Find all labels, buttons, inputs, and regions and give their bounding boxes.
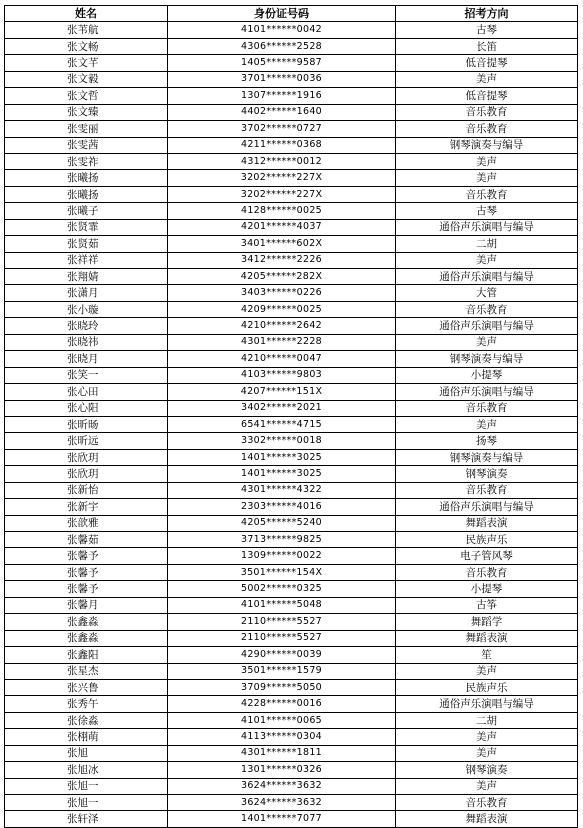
cell-name: 张小璇: [5, 301, 168, 317]
cell-id-number: 3624******3632: [168, 778, 396, 794]
cell-direction: 钢琴演奏: [396, 762, 578, 778]
cell-direction: 美声: [396, 153, 578, 169]
cell-name: 张文毅: [5, 71, 168, 87]
cell-name: 张徐淼: [5, 712, 168, 728]
cell-name: 张潇月: [5, 285, 168, 301]
cell-direction: 美声: [396, 745, 578, 761]
cell-direction: 美声: [396, 778, 578, 794]
cell-id-number: 3701******0036: [168, 71, 396, 87]
cell-name: 张馨予: [5, 564, 168, 580]
cell-direction: 古琴: [396, 203, 578, 219]
cell-name: 张兴鲁: [5, 679, 168, 695]
cell-name: 张星杰: [5, 663, 168, 679]
cell-name: 张鑫淼: [5, 614, 168, 630]
cell-id-number: 2303******4016: [168, 499, 396, 515]
table-row: [5, 367, 578, 383]
cell-name: 张曦扬: [5, 170, 168, 186]
cell-id-number: 4301******1811: [168, 745, 396, 761]
cell-direction: 通俗声乐演唱与编导: [396, 219, 578, 235]
cell-id-number: 3302******0018: [168, 433, 396, 449]
cell-id-number: 4301******4322: [168, 482, 396, 498]
cell-id-number: 4205******5240: [168, 515, 396, 531]
cell-name: 张栩萌: [5, 729, 168, 745]
header-direction: 招考方向: [396, 6, 578, 22]
cell-id-number: 3202******227X: [168, 170, 396, 186]
table-row: [5, 137, 578, 153]
cell-direction: 舞蹈表演: [396, 811, 578, 827]
table-row: [5, 153, 578, 169]
cell-direction: 通俗声乐演唱与编导: [396, 384, 578, 400]
table-row: [5, 104, 578, 120]
cell-name: 张新宇: [5, 499, 168, 515]
table-row: [5, 384, 578, 400]
cell-direction: 美声: [396, 252, 578, 268]
cell-direction: 笙: [396, 647, 578, 663]
table-row: [5, 564, 578, 580]
table-row: [5, 203, 578, 219]
table-row: [5, 186, 578, 202]
table-row: [5, 499, 578, 515]
cell-direction: 美声: [396, 170, 578, 186]
cell-direction: 音乐教育: [396, 795, 578, 811]
cell-direction: 低音提琴: [396, 88, 578, 104]
cell-direction: 通俗声乐演唱与编导: [396, 499, 578, 515]
cell-id-number: 1307******1916: [168, 88, 396, 104]
cell-id-number: 3202******227X: [168, 186, 396, 202]
cell-name: 张文畅: [5, 38, 168, 54]
table-row: [5, 762, 578, 778]
table-row: [5, 285, 578, 301]
cell-name: 张贤茹: [5, 236, 168, 252]
table-row: [5, 647, 578, 663]
cell-id-number: 4290******0039: [168, 647, 396, 663]
cell-name: 张旭一: [5, 778, 168, 794]
table-row: [5, 351, 578, 367]
table-row: [5, 466, 578, 482]
header-id-number: 身份证号码: [168, 6, 396, 22]
cell-id-number: 2110******5527: [168, 614, 396, 630]
cell-direction: 电子管风琴: [396, 548, 578, 564]
cell-name: 张文臻: [5, 104, 168, 120]
cell-id-number: 4113******0304: [168, 729, 396, 745]
cell-id-number: 3501******1579: [168, 663, 396, 679]
cell-name: 张贤霏: [5, 219, 168, 235]
cell-name: 张心阳: [5, 400, 168, 416]
table-row: [5, 548, 578, 564]
header-row: [5, 6, 578, 22]
table-row: [5, 301, 578, 317]
table-row: [5, 614, 578, 630]
cell-id-number: 3403******0226: [168, 285, 396, 301]
cell-direction: 二胡: [396, 712, 578, 728]
cell-name: 张雯丽: [5, 121, 168, 137]
cell-id-number: 1401******3025: [168, 466, 396, 482]
cell-id-number: 4210******0047: [168, 351, 396, 367]
table-row: [5, 170, 578, 186]
cell-id-number: 3501******154X: [168, 564, 396, 580]
cell-direction: 钢琴演奏与编导: [396, 137, 578, 153]
cell-direction: 美声: [396, 416, 578, 432]
cell-direction: 通俗声乐演唱与编导: [396, 318, 578, 334]
cell-direction: 低音提琴: [396, 55, 578, 71]
cell-id-number: 1309******0022: [168, 548, 396, 564]
cell-id-number: 4301******2228: [168, 334, 396, 350]
cell-id-number: 4101******0042: [168, 22, 396, 38]
cell-direction: 扬琴: [396, 433, 578, 449]
cell-name: 张馨茹: [5, 532, 168, 548]
cell-name: 张文哲: [5, 88, 168, 104]
cell-name: 张歆雅: [5, 515, 168, 531]
table-row: [5, 22, 578, 38]
table-row: [5, 252, 578, 268]
table-body: [5, 22, 578, 827]
cell-id-number: 4101******5048: [168, 597, 396, 613]
cell-id-number: 3412******2226: [168, 252, 396, 268]
cell-name: 张心田: [5, 384, 168, 400]
cell-direction: 音乐教育: [396, 121, 578, 137]
cell-direction: 音乐教育: [396, 301, 578, 317]
table-row: [5, 433, 578, 449]
cell-direction: 钢琴演奏: [396, 466, 578, 482]
cell-name: 张雯茜: [5, 137, 168, 153]
cell-id-number: 4211******0368: [168, 137, 396, 153]
cell-direction: 小提琴: [396, 581, 578, 597]
cell-direction: 长笛: [396, 38, 578, 54]
cell-direction: 美声: [396, 663, 578, 679]
table-row: [5, 515, 578, 531]
cell-id-number: 4210******2642: [168, 318, 396, 334]
cell-name: 张晓祎: [5, 334, 168, 350]
cell-id-number: 1405******9587: [168, 55, 396, 71]
cell-id-number: 6541******4715: [168, 416, 396, 432]
cell-id-number: 1301******0326: [168, 762, 396, 778]
cell-id-number: 2110******5527: [168, 630, 396, 646]
cell-name: 张晓玲: [5, 318, 168, 334]
cell-id-number: 3713******9825: [168, 532, 396, 548]
table-row: [5, 532, 578, 548]
cell-direction: 舞蹈表演: [396, 630, 578, 646]
table-row: [5, 729, 578, 745]
cell-id-number: 4207******151X: [168, 384, 396, 400]
table-row: [5, 581, 578, 597]
cell-name: 张馨月: [5, 597, 168, 613]
cell-id-number: 4128******0025: [168, 203, 396, 219]
cell-name: 张晓月: [5, 351, 168, 367]
cell-name: 张旭冰: [5, 762, 168, 778]
table-row: [5, 121, 578, 137]
cell-name: 张馨予: [5, 581, 168, 597]
cell-name: 张昕远: [5, 433, 168, 449]
cell-name: 张祥祥: [5, 252, 168, 268]
cell-name: 张雯祚: [5, 153, 168, 169]
cell-id-number: 4402******1640: [168, 104, 396, 120]
cell-direction: 二胡: [396, 236, 578, 252]
cell-name: 张欣玥: [5, 449, 168, 465]
cell-direction: 音乐教育: [396, 482, 578, 498]
cell-direction: 通俗声乐演唱与编导: [396, 269, 578, 285]
table-row: [5, 663, 578, 679]
cell-direction: 音乐教育: [396, 400, 578, 416]
table-row: [5, 745, 578, 761]
table-row: [5, 269, 578, 285]
cell-direction: 大管: [396, 285, 578, 301]
table-row: [5, 712, 578, 728]
table-row: [5, 416, 578, 432]
cell-id-number: 1401******3025: [168, 449, 396, 465]
cell-direction: 钢琴演奏与编导: [396, 449, 578, 465]
cell-direction: 民族声乐: [396, 532, 578, 548]
cell-direction: 古琴: [396, 22, 578, 38]
cell-name: 张新怡: [5, 482, 168, 498]
cell-name: 张曦扬: [5, 186, 168, 202]
cell-id-number: 4209******0025: [168, 301, 396, 317]
table-row: [5, 38, 578, 54]
table-row: [5, 236, 578, 252]
cell-id-number: 4201******4037: [168, 219, 396, 235]
cell-id-number: 3401******602X: [168, 236, 396, 252]
cell-direction: 民族声乐: [396, 679, 578, 695]
cell-id-number: 4306******2528: [168, 38, 396, 54]
cell-direction: 美声: [396, 71, 578, 87]
cell-name: 张翔婧: [5, 269, 168, 285]
cell-name: 张轩泽: [5, 811, 168, 827]
cell-name: 张曦子: [5, 203, 168, 219]
cell-direction: 通俗声乐演唱与编导: [396, 696, 578, 712]
cell-id-number: 4101******0065: [168, 712, 396, 728]
cell-direction: 小提琴: [396, 367, 578, 383]
table-row: [5, 400, 578, 416]
cell-direction: 舞蹈学: [396, 614, 578, 630]
cell-direction: 钢琴演奏与编导: [396, 351, 578, 367]
table-row: [5, 71, 578, 87]
cell-id-number: 3624******3632: [168, 795, 396, 811]
cell-id-number: 4103******9803: [168, 367, 396, 383]
table-header: [5, 6, 578, 22]
cell-direction: 舞蹈表演: [396, 515, 578, 531]
cell-name: 张鑫阳: [5, 647, 168, 663]
header-name: 姓名: [5, 6, 168, 22]
table-row: [5, 482, 578, 498]
cell-name: 张秀午: [5, 696, 168, 712]
cell-name: 张笑一: [5, 367, 168, 383]
cell-direction: 音乐教育: [396, 104, 578, 120]
table-row: [5, 88, 578, 104]
cell-name: 张昕旸: [5, 416, 168, 432]
cell-direction: 音乐教育: [396, 564, 578, 580]
table-row: [5, 318, 578, 334]
cell-id-number: 3709******5050: [168, 679, 396, 695]
cell-id-number: 3402******2021: [168, 400, 396, 416]
table-row: [5, 449, 578, 465]
cell-name: 张馨予: [5, 548, 168, 564]
cell-direction: 古筝: [396, 597, 578, 613]
table-row: [5, 679, 578, 695]
cell-name: 张鑫淼: [5, 630, 168, 646]
table-row: [5, 696, 578, 712]
cell-id-number: 3702******0727: [168, 121, 396, 137]
table-row: [5, 795, 578, 811]
cell-name: 张文芊: [5, 55, 168, 71]
cell-id-number: 4228******0016: [168, 696, 396, 712]
applicant-list-sheet: [4, 5, 578, 828]
table-row: [5, 219, 578, 235]
cell-name: 张旭: [5, 745, 168, 761]
table-row: [5, 334, 578, 350]
applicant-table: [4, 5, 578, 828]
cell-id-number: 4205******282X: [168, 269, 396, 285]
cell-direction: 音乐教育: [396, 186, 578, 202]
cell-direction: 美声: [396, 729, 578, 745]
cell-name: 张欣玥: [5, 466, 168, 482]
cell-id-number: 5002******0325: [168, 581, 396, 597]
table-row: [5, 630, 578, 646]
cell-name: 张旭一: [5, 795, 168, 811]
table-row: [5, 55, 578, 71]
cell-name: 张苇航: [5, 22, 168, 38]
table-row: [5, 597, 578, 613]
cell-id-number: 1401******7077: [168, 811, 396, 827]
table-row: [5, 811, 578, 827]
table-row: [5, 778, 578, 794]
cell-id-number: 4312******0012: [168, 153, 396, 169]
cell-direction: 美声: [396, 334, 578, 350]
